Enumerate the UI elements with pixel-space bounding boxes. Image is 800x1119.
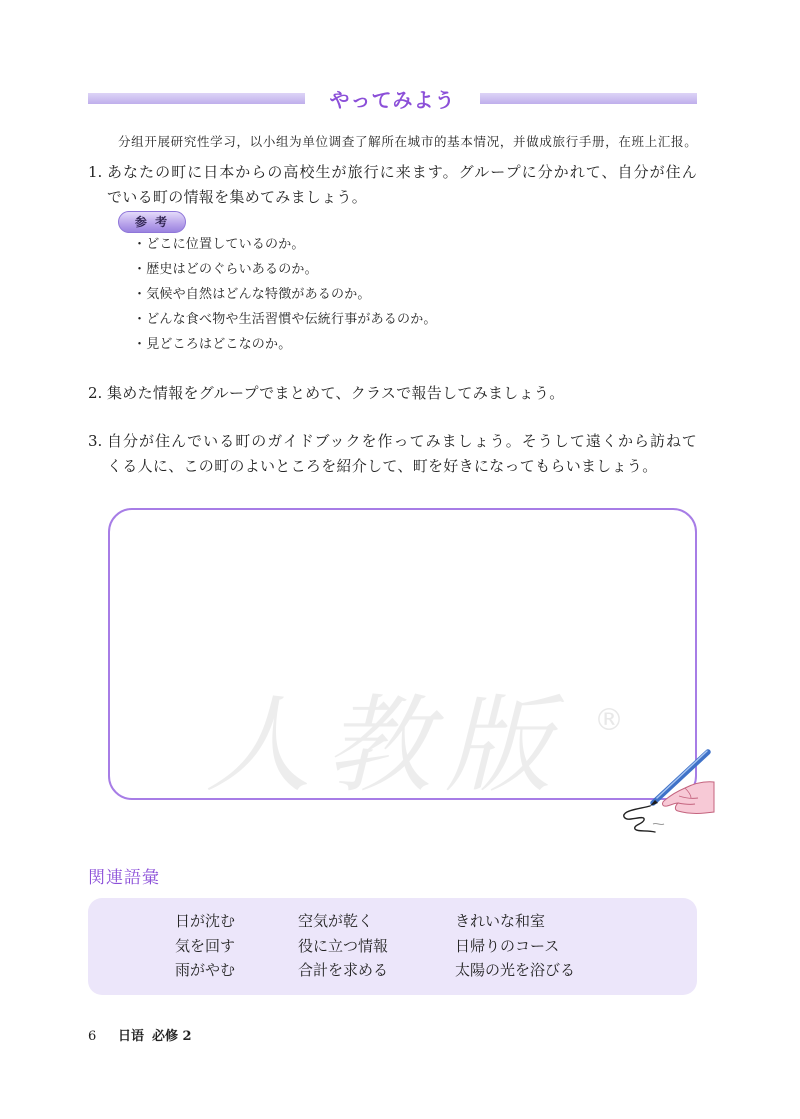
vocabulary-title: 関連語彙 [88, 868, 160, 888]
book-level: 必修 2 [152, 1029, 192, 1044]
banner-bar-right [480, 93, 697, 104]
reference-badge: 参 考 [118, 211, 186, 233]
task-number: 3. [88, 432, 103, 450]
book-subject: 日语 [118, 1029, 145, 1044]
vocabulary-column [298, 909, 388, 983]
task-1 [88, 160, 700, 210]
page-footer [88, 1027, 192, 1047]
vocabulary-item: 合計を求める [298, 961, 389, 979]
registered-mark: ® [594, 703, 624, 738]
activity-instruction: 分组开展研究性学习，以小组为单位调查了解所在城市的基本情况，并做成旅行手册，在班上汇报。 [118, 134, 697, 149]
task-2 [88, 381, 700, 407]
vocabulary-item: 日帰りのコース [455, 936, 560, 955]
vocabulary-item: 気を回す [175, 936, 236, 955]
task-text [107, 429, 697, 478]
task-text [107, 381, 697, 406]
vocabulary-item: 雨がやむ [175, 961, 236, 979]
activity-title: やってみよう [329, 88, 456, 112]
vocabulary-box [88, 898, 697, 995]
task-number: 2. [88, 384, 103, 402]
vocabulary-item: きれいな和室 [455, 912, 546, 930]
vocabulary-item: 日が沈む [175, 912, 236, 930]
hand-holding-pen-icon [615, 748, 715, 838]
task-line: くる人に、この町のよいところを紹介して、町を好きになってもらいましょう。 [107, 456, 658, 475]
task-line: 自分が住んでいる町のガイドブックを作ってみましょう。そうして遠くから訪ねて [107, 432, 697, 450]
vocabulary-item: 役に立つ情報 [298, 936, 389, 955]
reference-item: ・気候や自然はどんな特徴があるのか。 [133, 287, 371, 302]
reference-item: ・どんな食べ物や生活習慣や伝統行事があるのか。 [133, 312, 437, 327]
task-3 [88, 429, 700, 479]
vocabulary-column [175, 909, 235, 983]
task-line: あなたの町に日本からの高校生が旅行に来ます。グループに分かれて、自分が住ん [107, 163, 697, 181]
page-number: 6 [88, 1029, 97, 1044]
reference-list [133, 232, 593, 357]
publisher-watermark: 人教版 [205, 684, 565, 807]
vocabulary-column [455, 909, 575, 983]
task-line: 集めた情報をグループでまとめて、クラスで報告してみましょう。 [107, 384, 565, 402]
vocabulary-item: 空気が乾く [298, 912, 374, 930]
task-line: でいる町の情報を集めてみましょう。 [107, 187, 368, 206]
task-text [107, 160, 697, 209]
reference-item: ・歴史はどのぐらいあるのか。 [133, 262, 318, 277]
task-number: 1. [88, 163, 103, 181]
vocabulary-item: 太陽の光を浴びる [455, 961, 576, 979]
banner-bar-left [88, 93, 305, 104]
reference-item: ・見どころはどこなのか。 [133, 337, 292, 352]
reference-item: ・どこに位置しているのか。 [133, 237, 305, 252]
